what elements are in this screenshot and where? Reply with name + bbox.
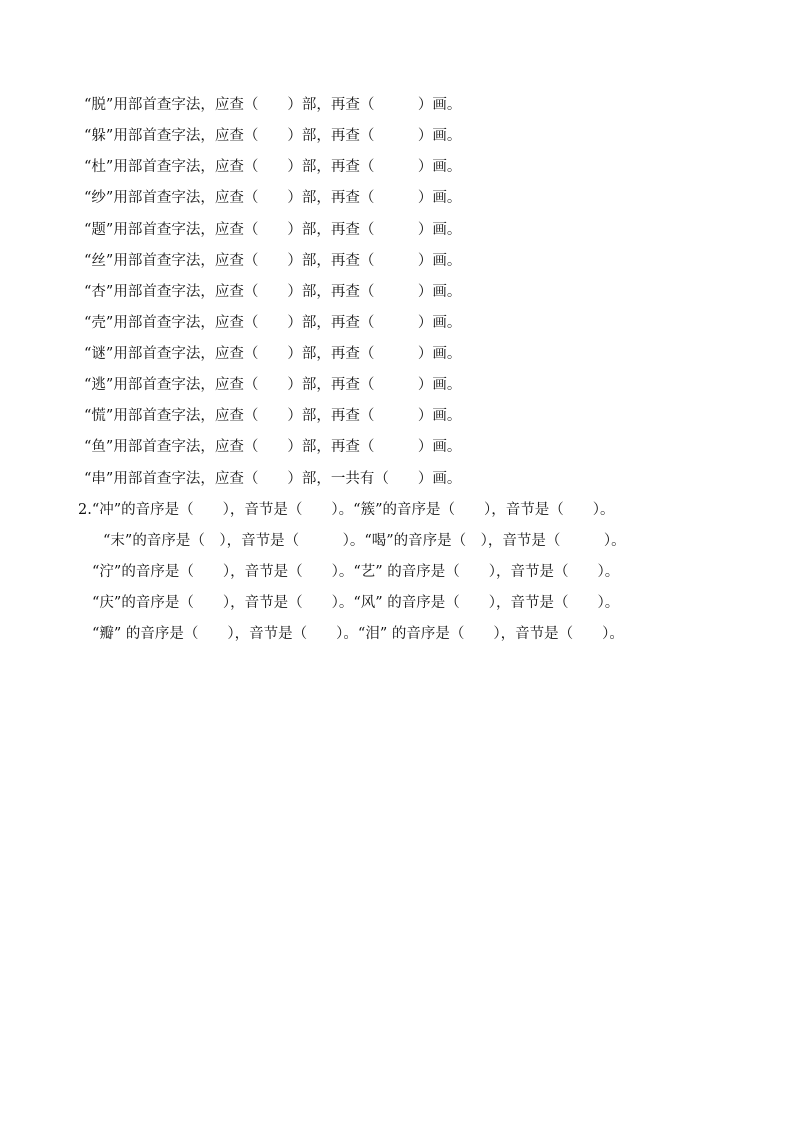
radical-question-line: “谜”用部首查字法，应查（ ）部，再查（ ）画。 — [84, 346, 462, 362]
radical-question-line: “逃”用部首查字法，应查（ ）部，再查（ ）画。 — [84, 377, 462, 393]
radical-question-line: “鱼”用部首查字法，应查（ ）部，再查（ ）画。 — [84, 439, 462, 455]
radical-question-line: “壳”用部首查字法，应查（ ）部，再查（ ）画。 — [84, 315, 462, 331]
radical-question-line: “题”用部首查字法，应查（ ）部，再查（ ）画。 — [84, 222, 462, 238]
radical-question-line: “串”用部首查字法，应查（ ）部，一共有（ ）画。 — [84, 471, 462, 487]
radical-question-line: “纱”用部首查字法，应查（ ）部，再查（ ）画。 — [84, 190, 462, 206]
phonetic-question-line: 2.“冲”的音序是（ ），音节是（ ）。“簇”的音序是（ ），音节是（ ）。 — [78, 502, 615, 518]
radical-question-line: “杜”用部首查字法，应查（ ）部，再查（ ）画。 — [84, 159, 462, 175]
phonetic-question-line: “泞”的音序是（ ），音节是（ ）。“艺” 的音序是（ ），音节是（ ）。 — [92, 564, 620, 580]
phonetic-question-line: “末”的音序是（ ），音节是（ ）。“喝”的音序是（ ），音节是（ ）。 — [103, 533, 626, 549]
radical-question-line: “丝”用部首查字法，应查（ ）部，再查（ ）画。 — [84, 253, 462, 269]
radical-question-line: “躲”用部首查字法，应查（ ）部，再查（ ）画。 — [84, 128, 462, 144]
radical-question-line: “杏”用部首查字法，应查（ ）部，再查（ ）画。 — [84, 284, 462, 300]
phonetic-question-line: “瓣” 的音序是（ ），音节是（ ）。“泪” 的音序是（ ），音节是（ ）。 — [92, 626, 624, 642]
phonetic-question-line: “庆”的音序是（ ），音节是（ ）。“风” 的音序是（ ），音节是（ ）。 — [92, 595, 620, 611]
radical-question-line: “脱”用部首查字法，应查（ ）部，再查（ ）画。 — [84, 97, 462, 113]
radical-question-line: “慌”用部首查字法，应查（ ）部，再查（ ）画。 — [84, 408, 462, 424]
